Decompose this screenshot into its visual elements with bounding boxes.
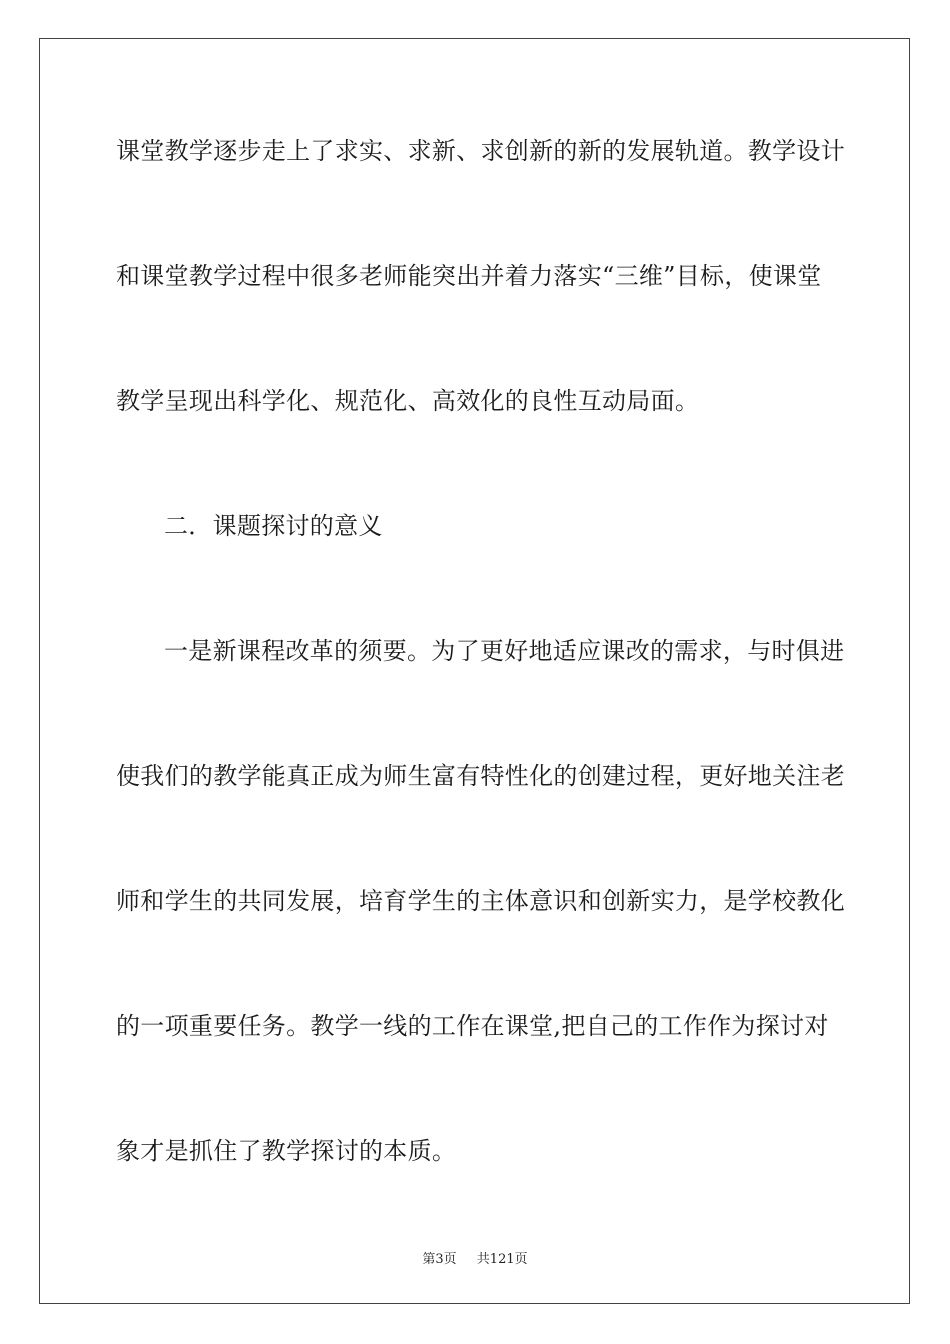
page-number: 第3页 <box>422 1252 457 1267</box>
page-border <box>39 38 910 1304</box>
text-line: 象才是抓住了教学探讨的本质。 <box>116 1137 457 1165</box>
text-line: 和课堂教学过程中很多老师能突出并着力落实“三维”目标，使课堂 <box>116 262 822 290</box>
text-line: 师和学生的共同发展，培育学生的主体意识和创新实力，是学校教化 <box>116 887 845 915</box>
section-heading: 二．课题探讨的意义 <box>164 512 383 540</box>
text-line: 使我们的教学能真正成为师生富有特性化的创建过程，更好地关注老 <box>116 762 845 790</box>
page-total: 共121页 <box>476 1252 528 1267</box>
text-line: 一是新课程改革的须要。为了更好地适应课改的需求，与时俱进 <box>164 637 845 665</box>
page-footer <box>0 1248 950 1267</box>
text-line: 课堂教学逐步走上了求实、求新、求创新的新的发展轨道。教学设计 <box>116 137 845 165</box>
text-line: 的一项重要任务。教学一线的工作在课堂,把自己的工作作为探讨对 <box>116 1012 829 1040</box>
text-line: 教学呈现出科学化、规范化、高效化的良性互动局面。 <box>116 387 700 415</box>
